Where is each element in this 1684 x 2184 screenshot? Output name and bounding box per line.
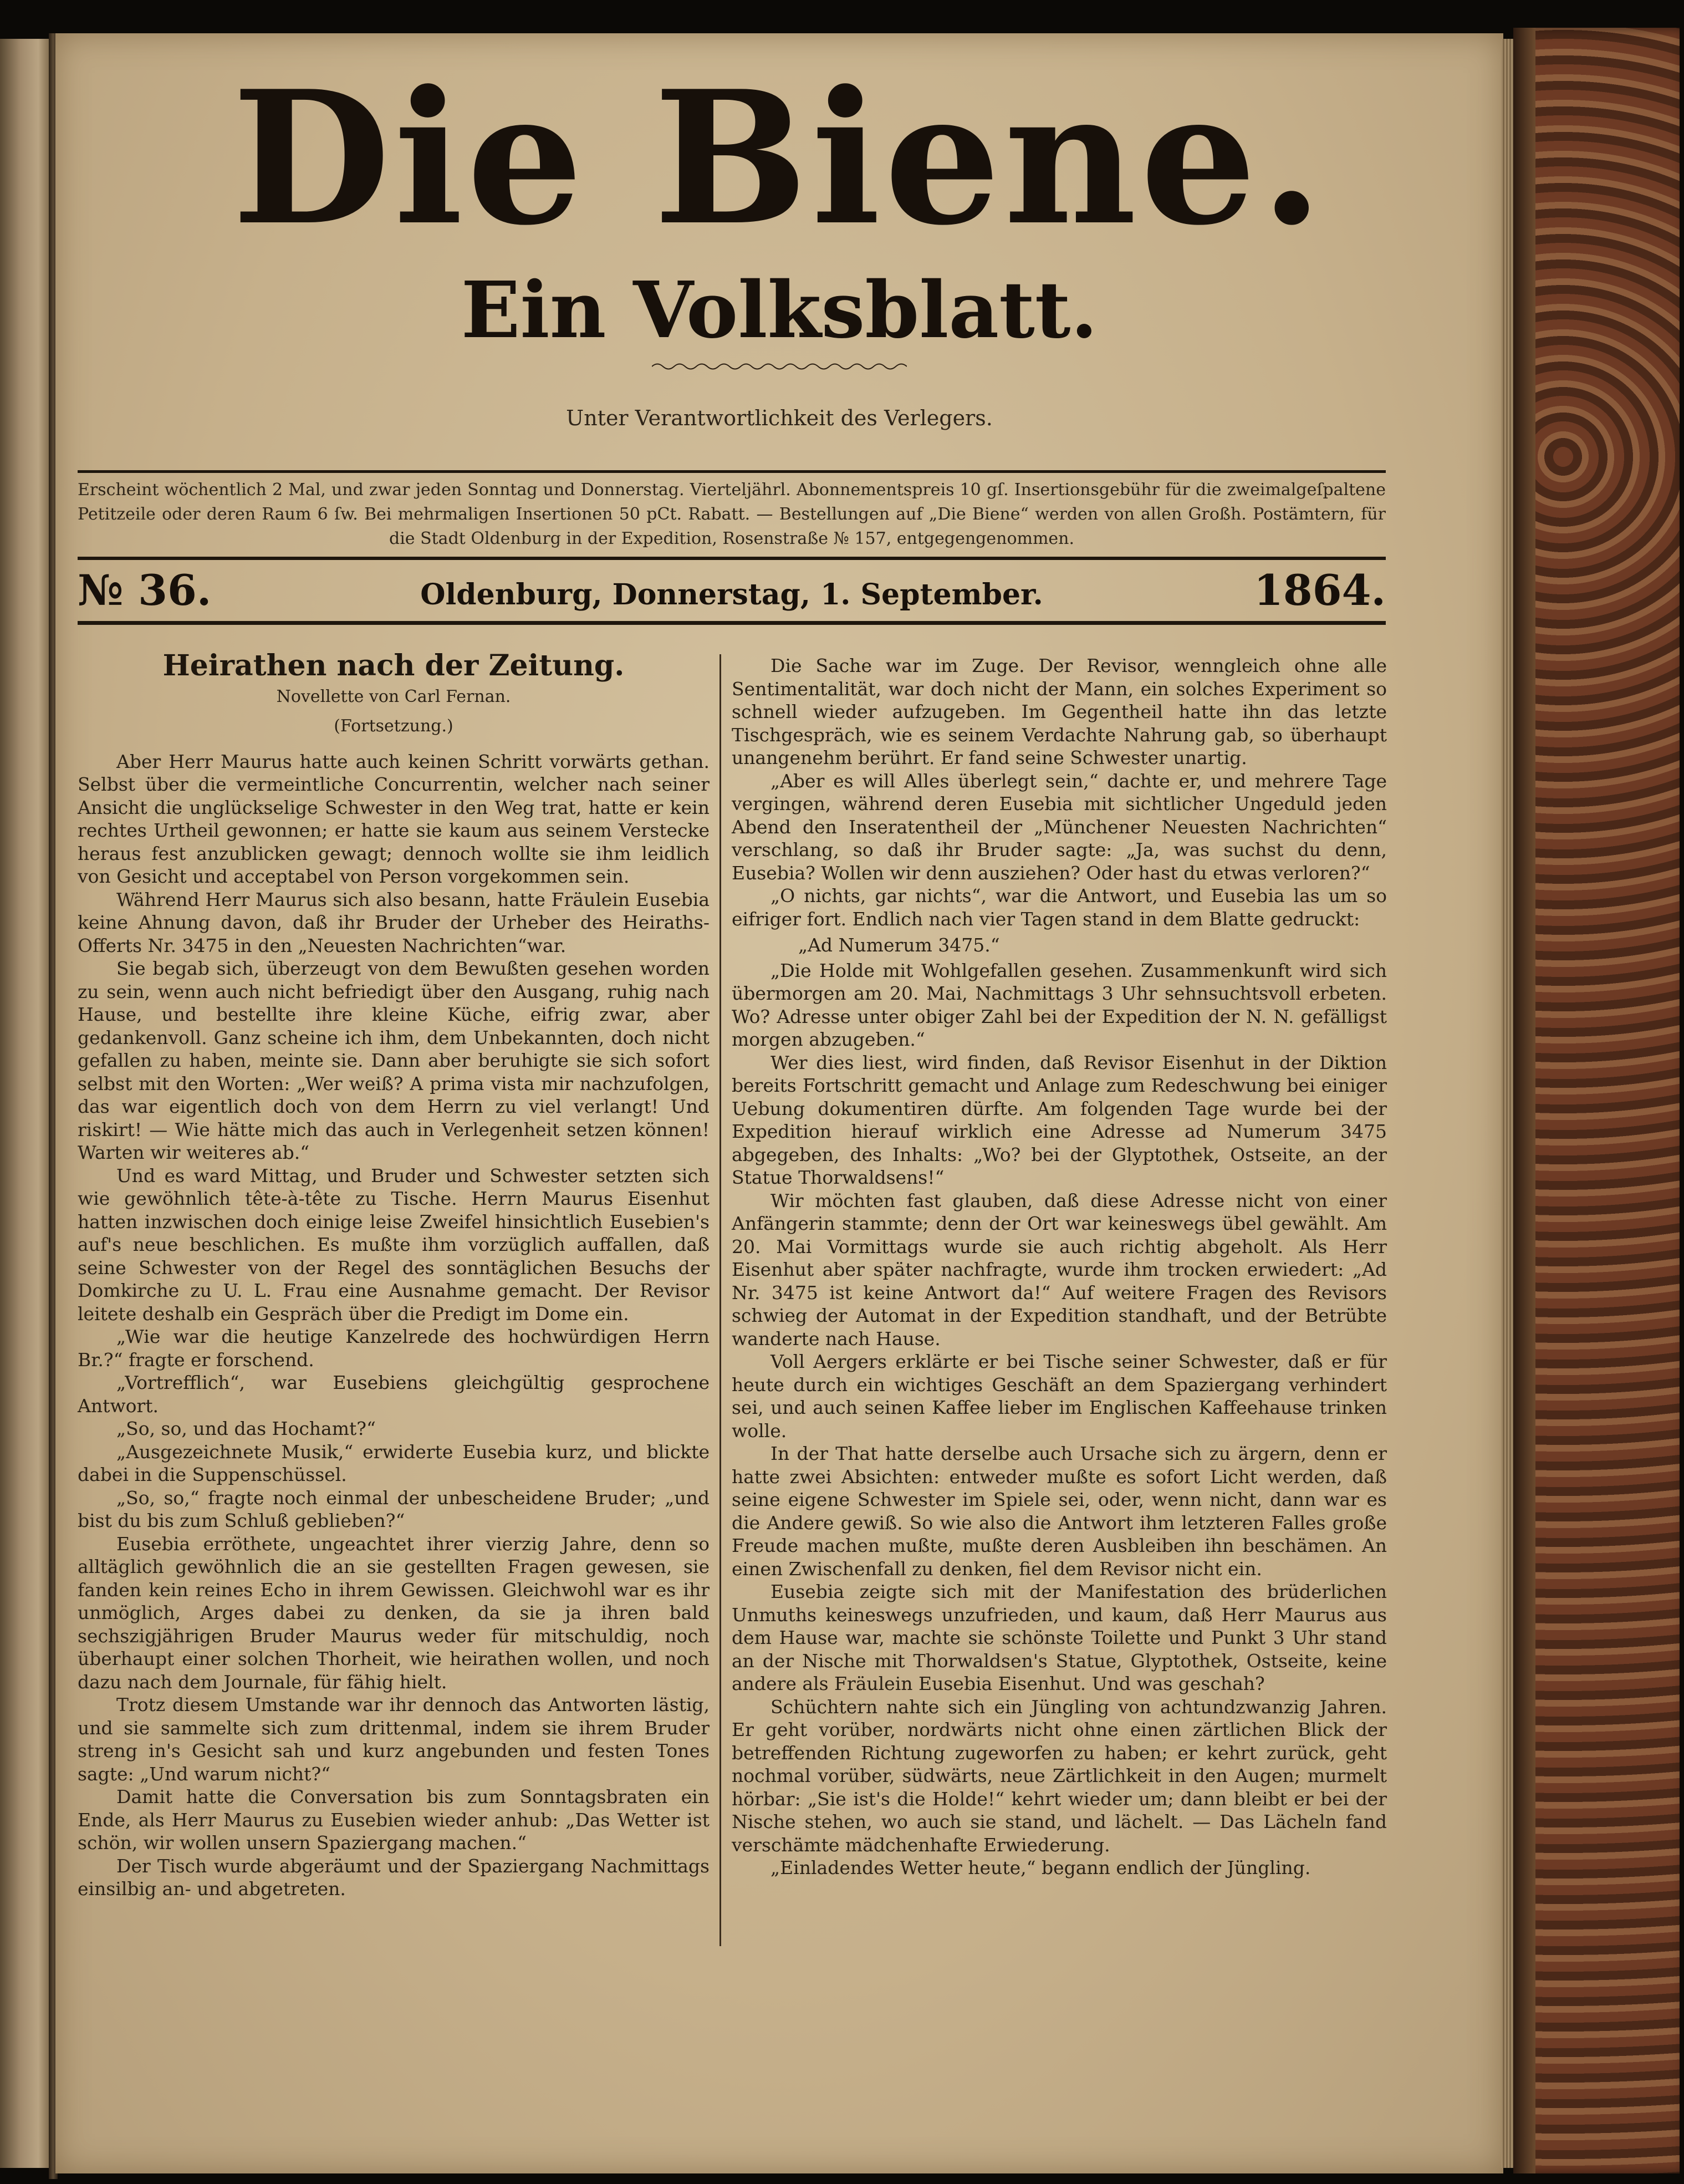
paragraph: „O nichts, gar nichts“, war die Antwort, und Eusebia las um so eifriger fort. Endlich nach vier Tagen stand in dem Blatte gedruckt: — [732, 885, 1387, 930]
issue-line — [78, 566, 1386, 615]
article-column-2 — [732, 654, 1387, 1880]
column-divider — [719, 654, 721, 1946]
publisher-responsibility-line: Unter Verantwortlichkeit des Verlegers. — [566, 406, 993, 430]
rule-info-bottom — [78, 557, 1386, 560]
paragraph: „So, so,“ fragte noch einmal der unbescheidene Bruder; „und bist du bis zum Schluß geblieben?“ — [78, 1486, 710, 1531]
left-page-edge — [0, 39, 51, 2168]
marbled-book-cover — [1513, 28, 1680, 2173]
decorative-squiggle — [652, 362, 907, 371]
paragraph: Aber Herr Maurus hatte auch keinen Schritt vorwärts gethan. Selbst über die vermeintliche Concurrentin, welcher nach seiner Ansicht die unglückselige Schwester in den Weg trat, hatte er kein rechtes Urtheil gewonnen; er hatte sie kaum aus seinem Verstecke heraus fest anzublicken gewagt; dennoch wollte sie ihm leidlich von Gesicht und acceptabel von Person vorgekommen sein. — [78, 750, 710, 887]
rule-issue-bottom — [78, 621, 1386, 625]
paragraph: Wer dies liest, wird finden, daß Revisor Eisenhut in der Diktion bereits Fortschritt gemacht und Anlage zum Redeschwung bei einiger Uebung dokumentiren dürfte. Am folgenden Tage wurde bei der Expedition hierauf wirklich eine Adresse ad Numerum 3475 abgegeben, des Inhalts: „Wo? bei der Glyptothek, Ostseite, an der Statue Thorwaldsens!“ — [732, 1051, 1387, 1188]
paragraph: In der That hatte derselbe auch Ursache sich zu ärgern, denn er hatte zwei Absichten: entweder mußte es sofort Licht werden, daß seine eigene Schwester im Spiele sei, oder, wenn nicht, dann war es die Andere gewiß. So wie also die Antwort ihm letzteren Falles große Freude machen mußte, mußte deren Ausbleiben ihn beschämen. An einen Zwischenfall zu denken, fiel dem Revisor nicht ein. — [732, 1443, 1387, 1580]
paragraph: „Vortrefflich“, war Eusebiens gleichgültig gesprochene Antwort. — [78, 1372, 710, 1417]
article-column-1 — [78, 649, 710, 1901]
rule-top — [78, 470, 1386, 473]
article-byline: Novellette von Carl Fernan. — [276, 686, 511, 706]
paragraph: Während Herr Maurus sich also besann, hatte Fräulein Eusebia keine Ahnung davon, daß ihr Bruder der Urheber des Heiraths-Offerts Nr. 3475 in den „Neuesten Nachrichten“war. — [78, 888, 710, 956]
paragraph: Trotz diesem Umstande war ihr dennoch das Antworten lästig, und sie sammelte sich zum drittenmal, indem sie ihrem Bruder streng in's Gesicht sah und kurz angebunden und festen Tones sagte: „Und warum nicht?“ — [78, 1694, 710, 1785]
paragraph: Die Sache war im Zuge. Der Revisor, wenngleich ohne alle Sentimentalität, war doch nicht der Mann, ein solches Experiment so schnell wieder aufzugeben. Im Gegentheil hatte ihn das letzte Tischgespräch, wie es seinem Verdachte Nahrung gab, so überhaupt unangenehm berührt. Er fand seine Schwester unartig. — [732, 655, 1387, 768]
paragraph: Schüchtern nahte sich ein Jüngling von achtundzwanzig Jahren. Er geht vorüber, nordwärts nicht ohne einen zärtlichen Blick der betreffenden Richtung zugeworfen zu haben; er kehrt zurück, geht nochmal vorüber, südwärts, neue Zärtlichkeit in den Augen; murmelt hörbar: „Sie ist's die Holde!“ kehrt wieder um; dann bleibt er bei der Nische stehen, wo auch sie stand, und lächelt. — Das Lächeln fand verschämte mädchenhafte Erwiederung. — [732, 1696, 1387, 1856]
article-continued-note: (Fortsetzung.) — [334, 716, 453, 736]
paragraph: Sie begab sich, überzeugt von dem Bewußten gesehen worden zu sein, wenn auch nicht befriedigt über den Ausgang, ruhig nach Hause, und bestellte ihre kleine Küche, eifrig zwar, aber gedankenvoll. Ganz scheine ich ihm, dem Unbekannten, doch nicht gefallen zu haben, meinte sie. Dann aber beruhigte sie sich sofort selbst mit den Worten: „Wer weiß? A prima vista mir nachzufolgen, das war eigentlich doch von dem Herrn zu viel verlangt! Und riskirt! — Wie hätte mich das auch in Verlegenheit setzen können! Warten wir weiteres ab.“ — [78, 958, 710, 1163]
paragraph: „Aber es will Alles überlegt sein,“ dachte er, und mehrere Tage vergingen, während deren Eusebia mit sichtlicher Ungeduld jeden Abend den Inseratentheil der „Münchener Neuesten Nachrichten“ verschlang, so daß ihr Bruder sagte: „Ja, was suchst du denn, Eusebia? Wollen wir denn ausziehen? Oder hast du etwas verloren?“ — [732, 770, 1387, 884]
newspaper-subtitle: Ein Volksblatt. — [461, 265, 1098, 356]
issue-number: № 36. — [78, 566, 212, 615]
newspaper-title: Die Biene. — [232, 50, 1327, 266]
issue-year: 1864. — [1254, 566, 1386, 615]
paragraph: Und es ward Mittag, und Bruder und Schwester setzten sich wie gewöhnlich tête-à-tête zu Tische. Herrn Maurus Eisenhut hatten inzwischen doch einige leise Zweifel hinsichtlich Eusebien's auf's neue beschlichen. Es mußte ihm vorzüglich auffallen, daß seine Schwester von der Regel des sonntäglichen Besuchs der Domkirche zu U. L. Frau eine Ausnahme gemacht. Der Revisor leitete deshalb ein Gespräch über die Predigt im Dome ein. — [78, 1164, 710, 1325]
paragraph: „So, so, und das Hochamt?“ — [116, 1418, 376, 1439]
masthead — [55, 50, 1503, 430]
paragraph: „Die Holde mit Wohlgefallen gesehen. Zusammenkunft wird sich übermorgen am 20. Mai, Nachmittags 3 Uhr sehnsuchtsvoll erbeten. Wo? Adresse unter obiger Zahl bei der Expedition der N. N. gefälligst morgen abzugeben.“ — [732, 959, 1387, 1050]
paragraph: Eusebia zeigte sich mit der Manifestation des brüderlichen Unmuths keineswegs unzufrieden, und kaum, daß Herr Maurus aus dem Hause war, machte sie schönste Toilette und Punkt 3 Uhr stand an der Nische mit Thorwaldsen's Statue, Glyptothek, Ostseite, keine andere als Fräulein Eusebia Eisenhut. Und was geschah? — [732, 1581, 1387, 1694]
paragraph: Eusebia erröthete, ungeachtet ihrer vierzig Jahre, denn so alltäglich gewöhnlich die an sie gestellten Fragen gewesen, sie fanden kein reines Echo in ihrem Gewissen. Gleichwohl war es ihr unmöglich, Arges dabei zu denken, da sie ja ihren bald sechszigjährigen Bruder Maurus weder für mitschuldig, noch überhaupt einer solchen Thorheit, wie heirathen wollen, und noch dazu nach dem Journale, für fähig hielt. — [78, 1533, 710, 1693]
paragraph: „Ausgezeichnete Musik,“ erwiderte Eusebia kurz, und blickte dabei in die Suppenschüssel. — [78, 1440, 710, 1485]
paragraph: Voll Aergers erklärte er bei Tische seiner Schwester, daß er für heute durch ein wichtiges Geschäft an dem Spaziergang verhindert sei, und auch seinen Kaffee lieber im Englischen Kaffeehause trinken wolle. — [732, 1351, 1387, 1442]
paragraph: Damit hatte die Conversation bis zum Sonntagsbraten ein Ende, als Herr Maurus zu Eusebien wieder anhub: „Das Wetter ist schön, wir wollen unsern Spaziergang machen.“ — [78, 1786, 710, 1854]
paragraph: Wir möchten fast glauben, daß diese Adresse nicht von einer Anfängerin stammte; denn der Ort war keineswegs übel gewählt. Am 20. Mai Vormittags wurde sie auch richtig abgeholt. Als Herr Eisenhut aber später nachfragte, wurde ihm trocken erwiedert: „Ad Nr. 3475 ist keine Antwort da!“ Auf weitere Fragen des Revisors schwieg der Automat in der Expedition standhaft, und der Betrübte wanderte nach Hause. — [732, 1189, 1387, 1350]
issue-place-date: Oldenburg, Donnerstag, 1. September. — [420, 578, 1043, 612]
paragraph: „Wie war die heutige Kanzelrede des hochwürdigen Herrn Br.?“ fragte er forschend. — [78, 1326, 710, 1371]
ad-heading: „Ad Numerum 3475.“ — [798, 934, 1000, 956]
paragraph: „Einladendes Wetter heute,“ begann endlich der Jüngling. — [770, 1857, 1311, 1878]
paragraph: Der Tisch wurde abgeräumt und der Spaziergang Nachmittags einsilbig an- und abgetreten. — [78, 1855, 710, 1900]
subscription-info: Erscheint wöchentlich 2 Mal, und zwar jeden Sonntag und Donnerstag. Vierteljährl. Abonnementspreis 10 gſ. Insertionsgebühr für die zweimalgeſpaltene Petitzeile oder deren Raum 6 ſw. Bei mehrmaligen Insertionen 50 pCt. Rabatt. — Bestellungen auf „Die Biene“ werden von allen Großh. Postämtern, für die Stadt Oldenburg in der Expedition, Rosenstraße № 157, entgegengenommen. — [78, 480, 1386, 548]
article-title: Heirathen nach der Zeitung. — [162, 649, 625, 683]
